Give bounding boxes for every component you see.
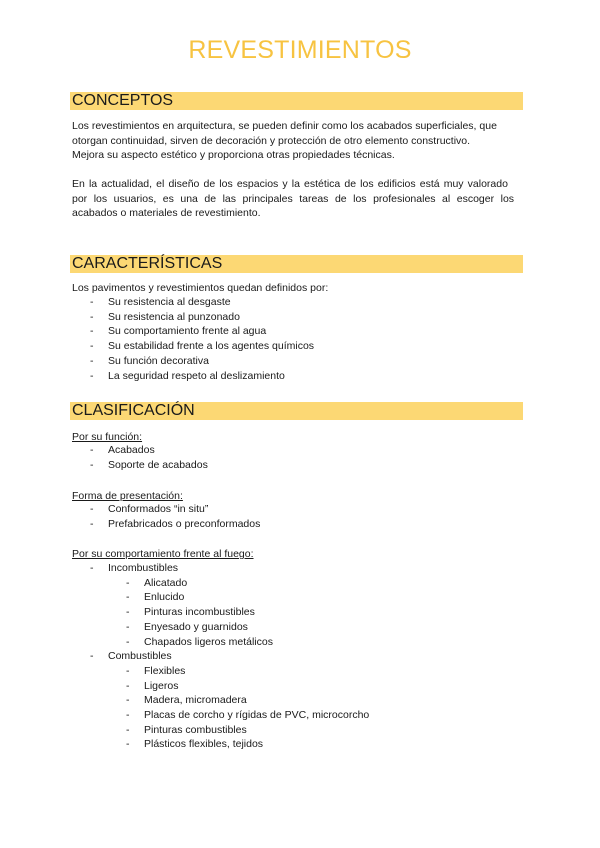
text-line: En la actualidad, el diseño de los espacios y la estética de los edificios está muy valorado [72,178,508,190]
list-item [108,693,369,708]
list-item-text: Su comportamiento frente al agua [108,325,267,338]
subheading-por-funcion: Por su función: [72,431,143,443]
bullet-dash: - [90,354,94,367]
bullet-dash: - [126,709,130,722]
list-item [72,339,314,354]
list-item-text: Madera, micromadera [144,694,247,707]
list-item-text: Alicatado [144,576,188,589]
subheading-comportamiento-fuego: Por su comportamiento frente al fuego: [72,548,254,560]
caracteristicas-list [72,295,314,383]
combustibles-sublist [108,664,369,752]
conceptos-paragraph-2 [72,177,527,221]
list-item-text: Plásticos flexibles, tejidos [144,738,264,751]
list-item-text: Su resistencia al desgaste [108,296,231,308]
list-item-text: Combustibles [108,650,172,663]
text-line: Mejora su aspecto estético y proporciona otras propiedades técnicas. [72,149,395,162]
document-title: REVESTIMIENTOS [188,36,412,64]
list-item-text: Enyesado y guarnidos [144,620,248,633]
caracteristicas-intro [72,281,527,296]
list-item [72,502,260,517]
list-item [72,324,314,339]
bullet-dash: - [126,620,130,633]
list-item [108,590,369,605]
list-item-text: Incombustibles [108,562,179,574]
bullet-dash: - [126,576,130,589]
bullet-dash: - [126,664,130,677]
list-item-text: Enlucido [144,591,185,604]
list-item-text: Flexibles [144,664,186,677]
bullet-dash: - [126,635,130,648]
list-item [108,737,369,752]
list-item [108,620,369,635]
list-item [72,517,260,532]
bullet-dash: - [126,738,130,751]
bullet-dash: - [126,694,130,707]
list-item-text: Pinturas incombustibles [144,606,255,619]
bullet-dash: - [126,679,130,692]
list-item-text: Su función decorativa [108,354,209,367]
bullet-dash: - [126,723,130,736]
forma-presentacion-list [72,502,260,531]
section-heading-conceptos: CONCEPTOS [72,92,174,109]
list-item [108,723,369,738]
conceptos-paragraph-1 [72,119,527,163]
bullet-dash: - [90,444,94,456]
list-item-text: Ligeros [144,679,179,692]
list-item [108,679,369,694]
bullet-dash: - [90,458,94,471]
list-item [72,443,208,458]
text-line: Los revestimientos en arquitectura, se pueden definir como los acabados superficiales, que [72,120,497,132]
list-item [108,605,369,620]
bullet-dash: - [90,562,94,574]
list-item-text: Pinturas combustibles [144,723,247,736]
fuego-list [72,561,369,752]
section-heading-clasificacion: CLASIFICACIÓN [72,402,195,419]
list-item-combustibles [72,649,369,752]
bullet-dash: - [126,606,130,619]
list-item [72,354,314,369]
list-item-text: Su resistencia al punzonado [108,310,240,323]
text-line: Los pavimentos y revestimientos quedan definidos por: [72,282,329,294]
list-item-text: Soporte de acabados [108,458,208,471]
list-item [108,576,369,591]
bullet-dash: - [90,296,94,308]
list-item [72,310,314,325]
list-item-incombustibles [72,561,369,649]
list-item [72,369,314,384]
por-funcion-list [72,443,208,472]
list-item-text: Prefabricados o preconformados [108,517,261,530]
section-heading-caracteristicas: CARACTERÍSTICAS [72,255,223,272]
bullet-dash: - [90,503,94,515]
subheading-forma-presentacion: Forma de presentación: [72,490,183,502]
text-line: por los usuarios, es una de las principales tareas de los profesionales al escoger los [72,192,515,205]
list-item-text: La seguridad respeto al deslizamiento [108,369,285,382]
text-line: otorgan continuidad, sirven de decoración y protección de otro elemento constructivo. [72,134,471,147]
list-item [108,708,369,723]
incombustibles-sublist [108,576,369,650]
list-item [108,635,369,650]
bullet-dash: - [90,325,94,338]
list-item-text: Su estabilidad frente a los agentes químicos [108,340,315,353]
list-item-text: Acabados [108,444,155,456]
list-item [72,458,208,473]
list-item [72,295,314,310]
bullet-dash: - [90,650,94,663]
bullet-dash: - [126,591,130,604]
list-item-text: Chapados ligeros metálicos [144,635,273,648]
bullet-dash: - [90,310,94,323]
list-item [108,664,369,679]
text-line: acabados o materiales de revestimiento. [72,207,261,220]
list-item-text: Conformados “in situ” [108,503,209,515]
bullet-dash: - [90,369,94,382]
bullet-dash: - [90,517,94,530]
list-item-text: Placas de corcho y rígidas de PVC, microcorcho [144,709,370,722]
bullet-dash: - [90,340,94,353]
